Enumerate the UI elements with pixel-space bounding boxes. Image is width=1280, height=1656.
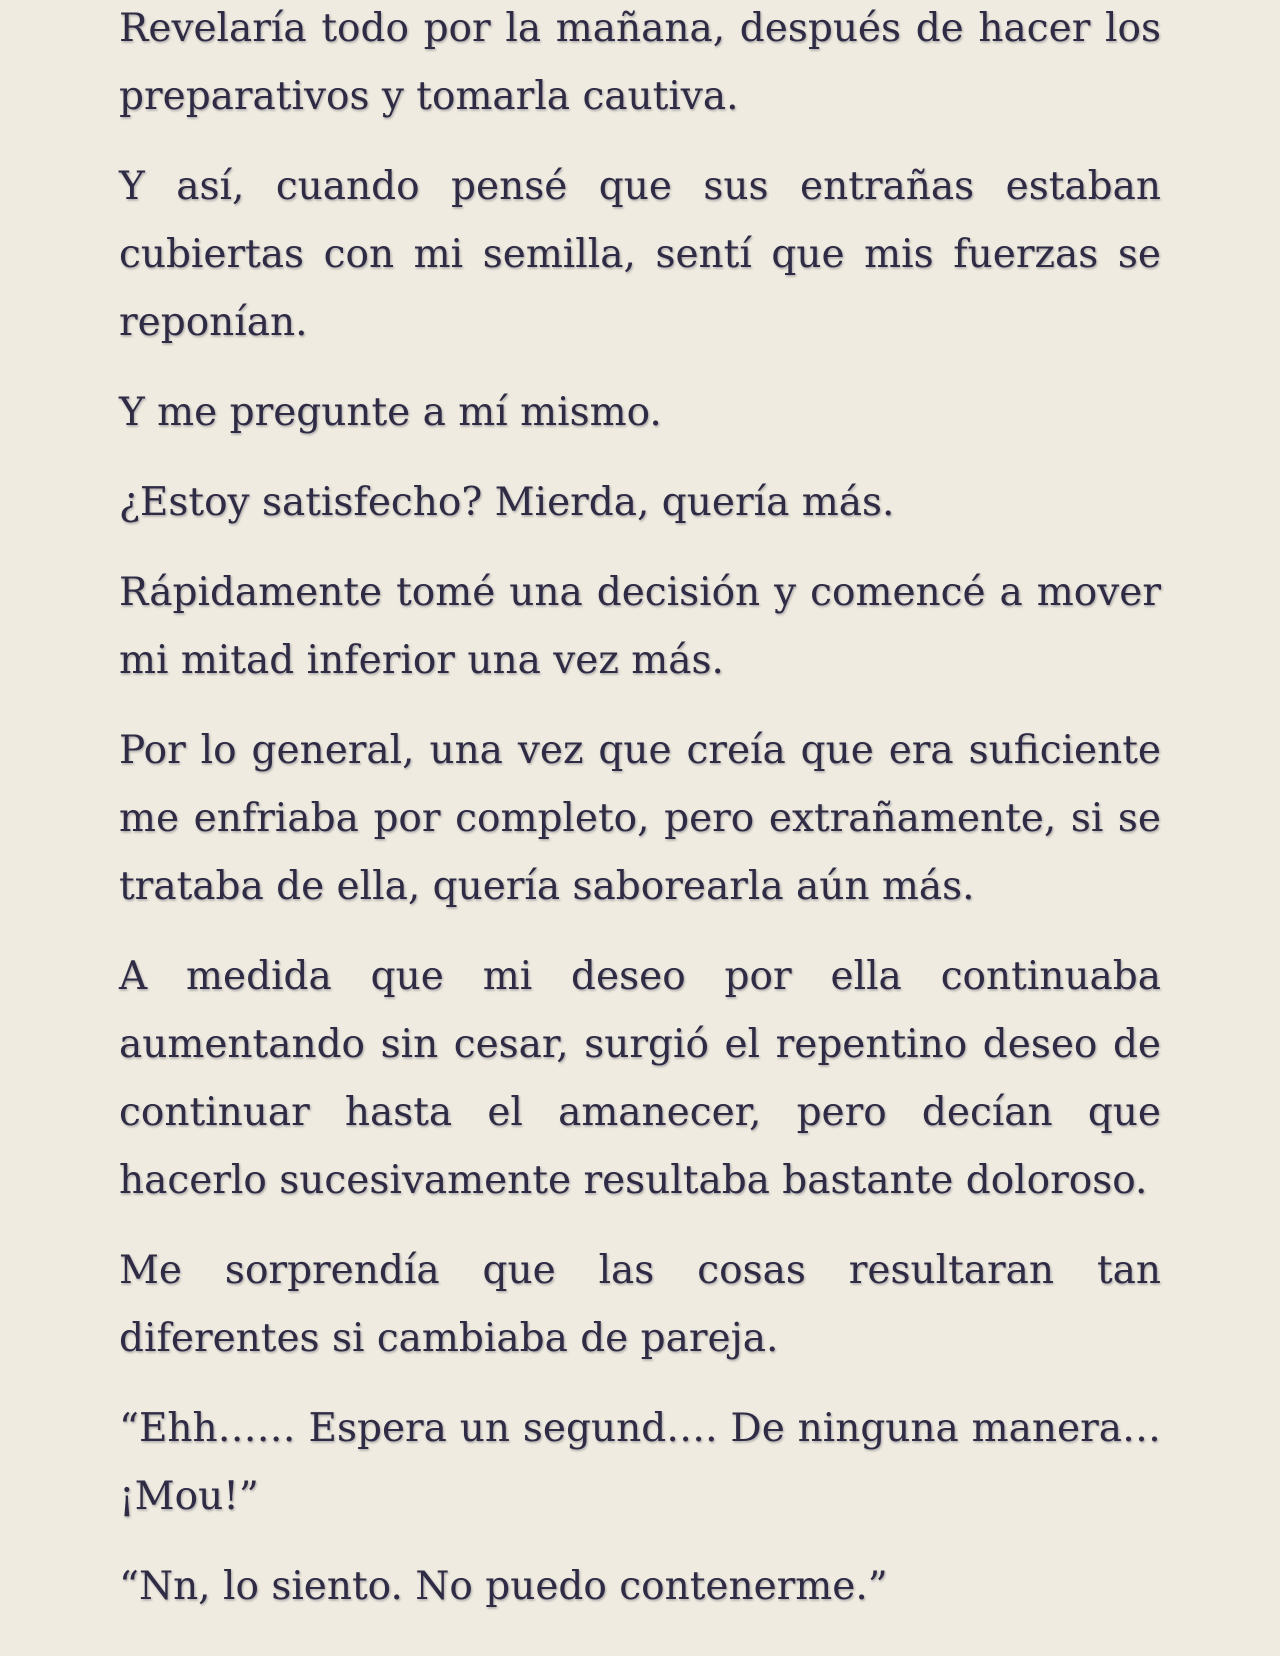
paragraph: Me sorprendía que las cosas resultaran tan diferentes si cambiaba de pareja. (119, 1248, 1161, 1361)
dialogue-paragraph: “Ehh…… Espera un segund…. De ninguna manera… ¡Mou!” (119, 1406, 1161, 1519)
paragraph: ¿Estoy satisfecho? Mierda, quería más. (119, 480, 895, 525)
paragraph: Y así, cuando pensé que sus entrañas estaban cubiertas con mi semilla, sentí que mis fuerzas se reponían. (119, 164, 1161, 345)
reader-page (119, 0, 1161, 1643)
paragraph: Y me pregunte a mí mismo. (119, 390, 662, 435)
paragraph: Por lo general, una vez que creía que era suficiente me enfriaba por completo, pero extrañamente, si se trataba de ella, quería saborearla aún más. (119, 728, 1161, 909)
paragraph: Revelaría todo por la mañana, después de hacer los preparativos y tomarla cautiva. (119, 6, 1161, 119)
paragraph: A medida que mi deseo por ella continuaba aumentando sin cesar, surgió el repentino deseo de continuar hasta el amanecer, pero decían que hacerlo sucesivamente resultaba bastante doloroso. (119, 954, 1161, 1203)
dialogue-paragraph: “Nn, lo siento. No puedo contenerme.” (119, 1564, 888, 1609)
paragraph: Rápidamente tomé una decisión y comencé a mover mi mitad inferior una vez más. (119, 570, 1161, 683)
